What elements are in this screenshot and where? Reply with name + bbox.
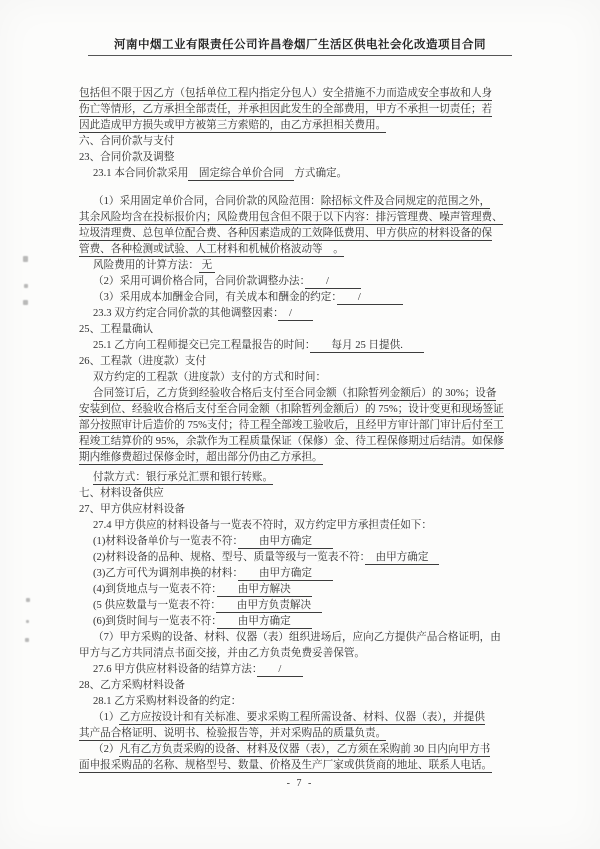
document-line <box>79 502 539 518</box>
line-text: (3)乙方可代为调剂串换的材料： <box>93 568 238 579</box>
document-line <box>79 338 539 354</box>
document-line <box>79 226 539 242</box>
filled-blank-text: 付款方式：银行承兑汇票和银行转账。 <box>93 472 274 483</box>
filled-blank-text: / <box>257 664 303 675</box>
document-line <box>79 134 539 150</box>
filled-blank-text: 包括但不限于因乙方（包括单位工程内指定分包人）安全措施不力而造成安全事故和人身 <box>79 88 493 99</box>
document-line <box>79 726 539 742</box>
margin-mark <box>26 598 30 602</box>
line-text: （2）采用可调价格合同，合同价款调整办法： <box>93 276 305 287</box>
document-line <box>79 386 539 402</box>
document-title: 河南中烟工业有限责任公司许昌卷烟厂生活区供电社会化改造项目合同 <box>114 39 486 51</box>
margin-mark <box>25 638 29 642</box>
filled-blank-text: 由甲方负责解决 <box>215 600 322 611</box>
document-line <box>79 150 539 166</box>
document-line <box>79 566 539 582</box>
document-line <box>79 354 539 370</box>
filled-blank-text: 期内维修费超过保修金时，超出部分仍由乙方承担。 <box>79 452 323 463</box>
document-line <box>79 582 539 598</box>
document-line <box>79 274 539 290</box>
filled-blank-text: 由甲方确定 <box>237 568 334 579</box>
filled-blank-text: 面申报采购品的名称、规格型号、数量、价格及生产厂家或供货商的地址、联系人电话。 <box>79 760 493 771</box>
line-text: (5 供应数量与一览表不符： <box>93 600 216 611</box>
document-line <box>79 598 539 614</box>
filled-blank-text: 由甲方确定 <box>216 616 312 627</box>
document-line <box>79 434 539 450</box>
line-text: 23、合同价款及调整 <box>79 152 175 163</box>
filled-blank-text: 由甲方确定 <box>237 536 334 547</box>
line-text: 双方约定的工程款（进度款）支付的方式和时间： <box>93 372 327 383</box>
filled-blank-text: 程竣工结算价的 95%，余款作为工程质量保证（保修）金、待工程保修期过后结清。如保修 <box>79 436 504 447</box>
document-line <box>79 550 539 566</box>
margin-mark <box>23 256 28 262</box>
filled-blank-text: 固定综合单价合同 <box>188 168 295 179</box>
page-footer <box>0 778 600 789</box>
line-text: 甲方与乙方共同清点书面交接，并由乙方负责免费妥善保管。 <box>79 648 366 659</box>
header-rule <box>88 55 512 56</box>
line-text: 七、材料设备供应 <box>79 488 164 499</box>
line-text: （1） <box>93 712 120 723</box>
line-text: 23.3 双方约定合同价款的其他调整因素： <box>93 308 279 319</box>
line-text: （1）采用固定单价合同，合同价款的风险范围： <box>93 196 321 207</box>
filled-blank-text: 无 <box>198 260 215 271</box>
filled-blank-text: 管费、各种检测或试验、人工材料和机械价格波动等 。 <box>79 244 344 255</box>
filled-blank-text: / <box>278 308 314 319</box>
document-line <box>79 166 539 182</box>
document-line <box>79 306 539 322</box>
document-line <box>79 614 539 630</box>
line-text: 27、甲方供应材料设备 <box>79 504 185 515</box>
document-line <box>79 518 539 534</box>
document-line <box>79 710 539 726</box>
document-line <box>79 662 539 678</box>
filled-blank-text: 因此造成甲方损失或甲方被第三方索赔的，由乙方承担相关费用。 <box>79 120 387 131</box>
line-text: （7）甲方采购的设备、材料、仪器（表）组织进场后，应向乙方提供产品合格证明，由 <box>93 632 501 643</box>
filled-blank-text: 每月 25 日提供. <box>310 340 425 351</box>
line-text: （2） <box>93 744 120 755</box>
document-line <box>79 418 539 434</box>
document-line <box>79 290 539 306</box>
margin-mark <box>24 284 28 288</box>
line-text: (1)材料设备单价与一览表不符： <box>93 536 238 547</box>
document-line <box>79 450 539 466</box>
line-text: 六、合同价款与支付 <box>79 136 175 147</box>
line-text: 25.1 乙方向工程师提交已完工程量报告的时间： <box>93 340 311 351</box>
line-text: 方式确定。 <box>294 168 348 179</box>
document-line <box>79 742 539 758</box>
document-line <box>79 118 539 134</box>
filled-blank-text: 其产品合格证明、说明书、检验报告等，并对采购品的质量负责。 <box>79 728 387 739</box>
filled-blank-text: 由甲方确定 <box>364 552 440 563</box>
line-text: 风险费用的计算方法： <box>93 260 199 271</box>
document-line <box>79 646 539 662</box>
filled-blank-text: 除招标文件及合同规定的范围之外， <box>320 196 491 207</box>
line-text: (2)材料设备的品种、规格、型号、质量等级与一览表不符： <box>93 552 365 563</box>
margin-mark <box>26 620 29 623</box>
filled-blank-text: / <box>336 292 404 303</box>
document-line <box>79 402 539 418</box>
margin-mark <box>23 300 28 305</box>
document-line <box>79 242 539 258</box>
document-line <box>79 258 539 274</box>
document-line <box>79 194 539 210</box>
document-line <box>79 370 539 386</box>
line-text: 23.1 本合同价款采用 <box>93 168 189 179</box>
document-line <box>79 102 539 118</box>
document-line <box>79 486 539 502</box>
filled-blank-text: 合同签订后，乙方货到经验收合格后支付至合同金额（扣除暂列金额后）的 30%；设备 <box>93 388 497 399</box>
filled-blank-text: 垃圾清理费、总包单位配合费、各种因素造成的工效降低费用、甲方供应的材料设备的保 <box>79 228 493 239</box>
line-text: (6)到货时间与一览表不符： <box>93 616 217 627</box>
filled-blank-text: / <box>304 276 361 287</box>
line-text: 28.1 乙方采购材料设备的约定： <box>93 696 242 707</box>
document-line <box>79 630 539 646</box>
line-text: 27.4 甲方供应的材料设备与一览表不符时，双方约定甲方承担责任如下： <box>93 520 432 531</box>
filled-blank-text: 部分按照审计后造价的 75%支付；待工程全部竣工验收后，且经甲方审计部门审计后付至工 <box>79 420 504 431</box>
page-number: - 7 - <box>286 778 314 789</box>
line-text: （3）采用成本加酬金合同，有关成本和酬金的约定： <box>93 292 337 303</box>
line-text: 27.6 甲方供应材料设备的结算方法： <box>93 664 258 675</box>
document-line <box>79 322 539 338</box>
document-line <box>79 534 539 550</box>
document-line <box>79 678 539 694</box>
filled-blank-text: 其余风险均含在投标报价内；风险费用包含但不限于以下内容：排污管理费、噪声管理费、 <box>79 212 503 223</box>
line-text: (4)到货地点与一览表不符： <box>93 584 217 595</box>
line-text: 25、工程量确认 <box>79 324 154 335</box>
filled-blank-text: 由甲方解决 <box>216 584 312 595</box>
document-line <box>79 210 539 226</box>
filled-blank-text: 乙方应按设计和有关标准、要求采购工程所需设备、材料、仪器（表），并提供 <box>119 712 485 723</box>
page-header <box>0 36 600 56</box>
document-line <box>79 470 539 486</box>
line-text: 28、乙方采购材料设备 <box>79 680 185 691</box>
filled-blank-text: 凡有乙方负责采购的设备、材料及仪器（表），乙方须在采购前 30 日内向甲方书 <box>119 744 491 755</box>
filled-blank-text: 伤亡等情形，乙方承担全部责任，并承担因此发生的全部费用，甲方不承担一切责任；若 <box>79 104 493 115</box>
document-line <box>79 86 539 102</box>
line-text: 26、工程款（进度款）支付 <box>79 356 207 367</box>
document-line <box>79 694 539 710</box>
filled-blank-text: 安装到位、经验收合格后支付至合同金额（扣除暂列金额后）的 75%；设计变更和现场签证 <box>79 404 504 415</box>
document-body <box>79 86 539 774</box>
document-line <box>79 758 539 774</box>
